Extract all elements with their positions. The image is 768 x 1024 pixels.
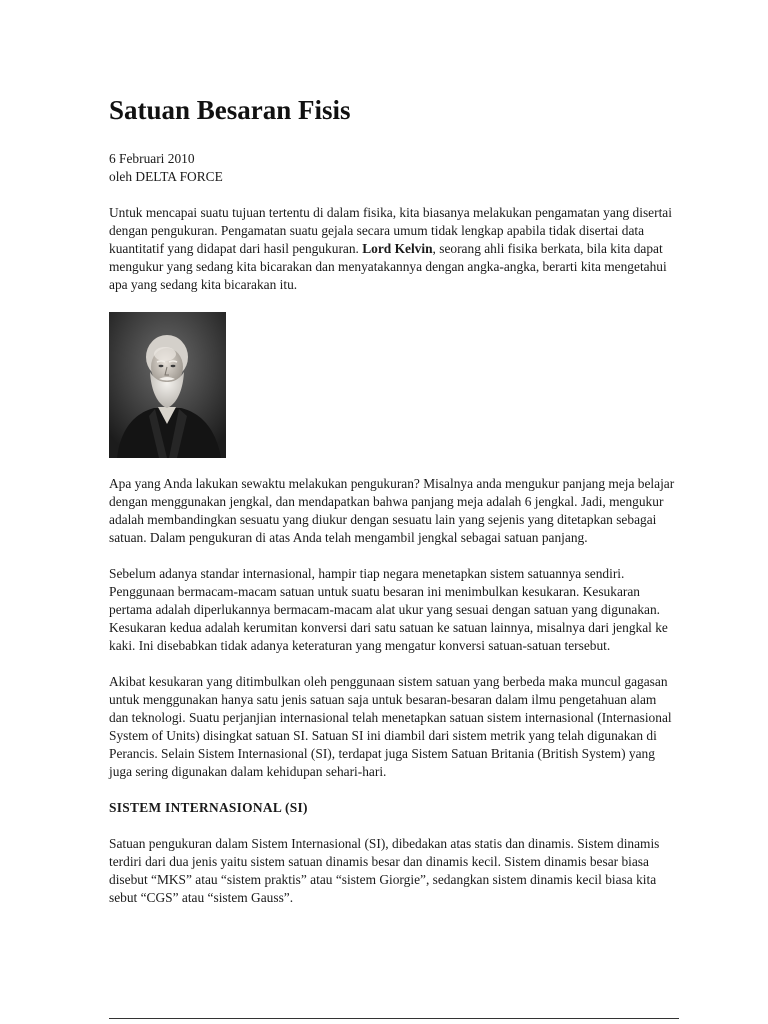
body-paragraph-2: Sebelum adanya standar internasional, hampir tiap negara menetapkan sistem satuannya sendiri. Penggunaan bermacam-macam satuan untuk suatu besaran ini menimbulkan kesukaran. Kesukaran pertama adalah diperlukannya bermacam-macam alat ukur yang sesuai dengan satuan yang digunakan. Kesukaran kedua adalah kerumitan konversi dari satu satuan ke satuan lainnya, misalnya dari jengkal ke kaki. Ini disebabkan tidak adanya keteraturan yang mengatur konversi satuan-satuan tersebut.	[109, 566, 668, 653]
section-paragraph: Satuan pengukuran dalam Sistem Internasional (SI), dibedakan atas statis dan dinamis. Sistem dinamis terdiri dari dua jenis yaitu sistem satuan dinamis besar dan dinamis kecil. Sistem dinamis besar biasa disebut “MKS” atau “sistem praktis” atau “sistem Giorgie”, sedangkan sistem dinamis kecil biasa kita sebut “CGS” atau “sistem Gauss”.	[109, 836, 660, 905]
intro-paragraph	[109, 204, 679, 294]
intro-text-start: Untuk mencapai suatu tujuan tertentu di dalam fisika, kita biasanya melakukan pengamatan yang disertai dengan pengukuran. Pengamatan suatu gejala secara umum tidak lengkap apabila tidak disertai data kuantitatif yang didapat dari hasil pengukuran.	[109, 205, 672, 256]
author-line: oleh DELTA FORCE	[109, 169, 223, 184]
document-title: Satuan Besaran Fisis	[109, 95, 351, 125]
publish-date: 6 Februari 2010	[109, 151, 195, 166]
footer-divider	[109, 1018, 679, 1019]
byline	[109, 150, 679, 186]
section-heading: SISTEM INTERNASIONAL (SI)	[109, 800, 308, 815]
intro-bold-name: Lord Kelvin	[362, 241, 433, 256]
body-paragraph-1: Apa yang Anda lakukan sewaktu melakukan pengukuran? Misalnya anda mengukur panjang meja belajar dengan menggunakan jengkal, dan mendapatkan bahwa panjang meja adalah 6 jengkal. Jadi, mengukur adalah membandingkan sesuatu yang diukur dengan sesuatu lain yang sejenis yang ditetapkan sebagai satuan. Dalam pengukuran di atas Anda telah mengambil jengkal sebagai satuan panjang.	[109, 476, 675, 545]
portrait-photo	[109, 312, 226, 458]
body-paragraph-3: Akibat kesukaran yang ditimbulkan oleh penggunaan sistem satuan yang berbeda maka muncul gagasan untuk menggunakan hanya satu jenis satuan saja untuk besaran-besaran dalam ilmu pengetahuan alam dan teknologi. Suatu perjanjian internasional telah menetapkan satuan sistem internasional (Internasional System of Units) disingkat satuan SI. Satuan SI ini diambil dari sistem metrik yang telah digunakan di Perancis. Selain Sistem Internasional (SI), terdapat juga Sistem Satuan Britania (British System) yang juga sering digunakan dalam kehidupan sehari-hari.	[109, 674, 672, 779]
document-page	[109, 92, 679, 925]
intro-text-end: , seorang ahli fisika berkata, bila kita dapat mengukur yang sedang kita bicarakan dan menyatakannya dengan angka-angka, berarti kita mengetahui apa yang sedang kita bicarakan itu.	[109, 241, 667, 292]
